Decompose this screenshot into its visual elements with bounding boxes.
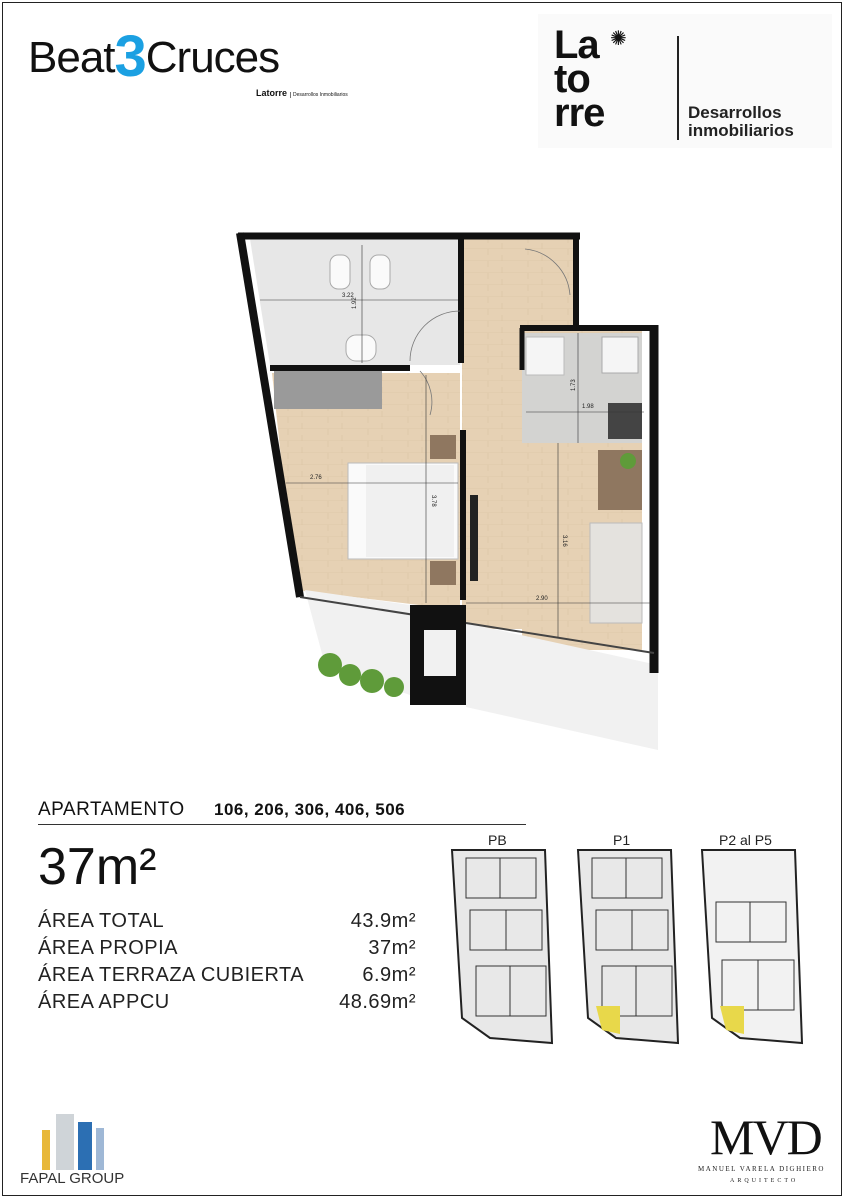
- floor-key-p2-p5: [700, 848, 805, 1048]
- unit-highlight: [720, 1006, 744, 1034]
- area-label: ÁREA TOTAL: [38, 910, 165, 932]
- bed-cover: [366, 465, 454, 557]
- dim-living-width: 2.90: [536, 596, 548, 602]
- nightstand-bottom: [430, 561, 456, 585]
- beat-3-cruces-logo: [28, 24, 280, 89]
- area-label: ÁREA TERRAZA CUBIERTA: [38, 964, 305, 986]
- area-label: ÁREA APPCU: [38, 991, 170, 1013]
- dim-kitchen-depth: 1.73: [571, 379, 577, 391]
- dim-bed-width: 2.76: [310, 475, 322, 481]
- stove: [608, 403, 642, 439]
- bidet: [370, 255, 390, 289]
- fapal-group-text: FAPAL GROUP: [20, 1170, 125, 1187]
- sink: [602, 337, 638, 373]
- area-value: 48.69m²: [339, 991, 416, 1013]
- floor-plan: [230, 225, 670, 755]
- nightstand-top: [430, 435, 456, 459]
- logo-divider: [677, 36, 679, 140]
- developer-text: [688, 104, 794, 140]
- dim-bath-width: 3.22: [342, 293, 354, 299]
- mvd-logo: MVD: [710, 1109, 821, 1165]
- latorre-line-1: La: [554, 23, 599, 67]
- floor-key-label-p2p5: P2 al P5: [719, 832, 772, 848]
- unit-highlight: [596, 1006, 620, 1034]
- dim-bed-depth: 3.78: [430, 495, 436, 507]
- mvd-title: ARQUITECTO: [730, 1178, 799, 1184]
- toilet: [330, 255, 350, 289]
- latorre-line-3: rre: [554, 91, 605, 135]
- mvd-name: MANUEL VARELA DIGHIERO: [698, 1165, 825, 1173]
- brand-sub-logo: [256, 88, 348, 98]
- area-value: 6.9m²: [362, 964, 416, 986]
- area-row: [38, 908, 416, 935]
- wardrobe: [274, 371, 382, 409]
- brand-sub-small: Desarrollos Inmobiliarios: [290, 92, 348, 98]
- dim-kitchen-width: 1.98: [582, 404, 594, 410]
- dim-living-depth: 3.16: [561, 535, 567, 547]
- area-value: 37m²: [368, 937, 416, 959]
- latorre-wordmark: [554, 23, 605, 135]
- latorre-line-2: to: [554, 57, 590, 101]
- brand-prefix: Beat: [28, 33, 115, 82]
- floor-key-label-pb: PB: [488, 832, 507, 848]
- apartment-numbers: 106, 206, 306, 406, 506: [214, 800, 406, 819]
- basin: [346, 335, 376, 361]
- area-row: [38, 935, 416, 962]
- brand-suffix: Cruces: [145, 33, 280, 82]
- area-row: [38, 962, 416, 989]
- dim-bath-depth: 1.92: [352, 297, 358, 309]
- brand-sub-name: Latorre: [256, 88, 288, 98]
- tv: [470, 495, 478, 581]
- area-value: 43.9m²: [350, 910, 416, 932]
- apartment-title: APARTAMENTO: [38, 799, 185, 820]
- sofa: [590, 523, 642, 623]
- area-row: [38, 989, 416, 1016]
- area-table: [38, 908, 416, 1016]
- floor-key-pb: [450, 848, 555, 1048]
- fridge: [526, 337, 564, 375]
- developer-line-2: inmobiliarios: [688, 121, 794, 140]
- column-inner: [424, 630, 456, 676]
- sun-icon: ✺: [610, 28, 627, 50]
- developer-line-1: Desarrollos: [688, 103, 782, 122]
- floor-key-p1: [576, 848, 681, 1048]
- floor-key-label-p1: P1: [613, 832, 631, 848]
- main-area: 37m²: [38, 838, 157, 896]
- area-label: ÁREA PROPIA: [38, 937, 178, 959]
- brand-number: 3: [114, 24, 146, 89]
- title-underline: [38, 824, 526, 825]
